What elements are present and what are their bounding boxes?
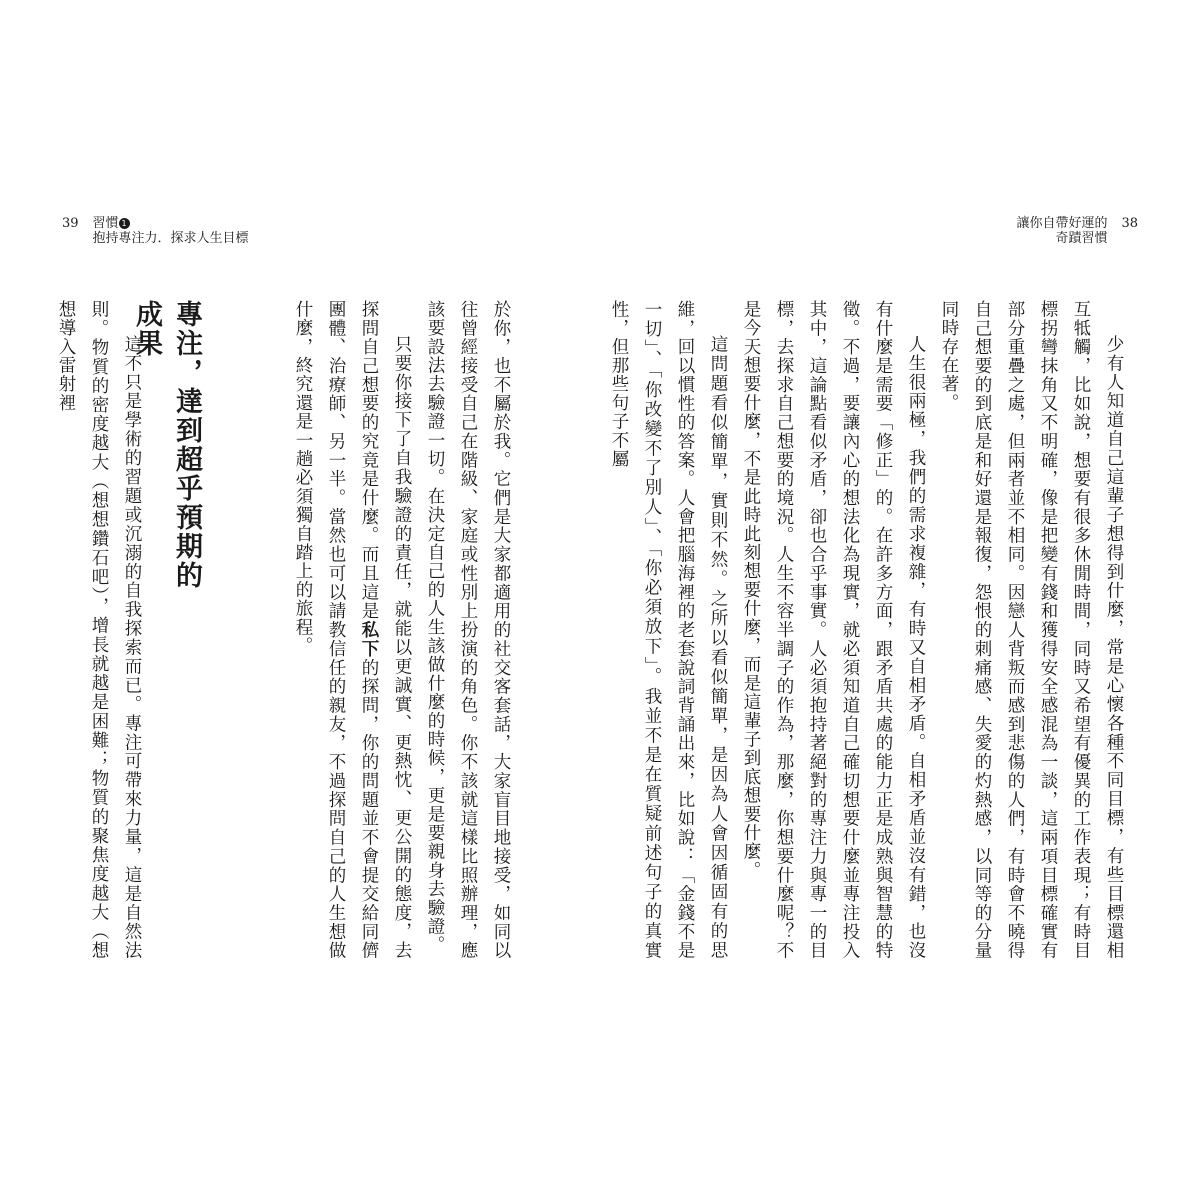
left-paragraph-1: 於你，也不屬於我。它們是大家都適用的社交客套話，大家盲目地接受，如同以往曾經接受自己在階級、家庭或性別上扮演的角色。你不該就這樣比照辦理，應該要設法去驗證一切。在決定自己的人生該做什麼的時候，更是要親身去驗證。 xyxy=(425,300,511,960)
left-paragraph-3: 這不只是學術的習題或沉溺的自我探索而已。專注可帶來力量，這是自然法則。物質的密度越大（想想鑽石吧），增長就越是困難；物質的聚焦度越大（想想導入雷射裡 xyxy=(56,300,142,960)
right-paragraph-1: 少有人知道自己這輩子想得到什麼，常是心懷各種不同目標，有些目標還相互牴觸，比如說，想要有很多休閒時間，同時又希望有優異的工作表現；有時目標拐彎抹角又不明確，像是把變有錢和獲得安全感混為一談，這兩項目標確實有部分重疊之處，但兩者並不相同。因戀人背叛而感到悲傷的人們，有時會不曉得自己想要的到底是和好還是報復，怨恨的刺痛感、失愛的灼熱感，以同等的分量同時存在著。 xyxy=(939,300,1124,960)
right-header-line2: 奇蹟習慣 xyxy=(1055,231,1108,246)
right-page-number: 38 xyxy=(1121,216,1138,231)
left-page-number: 39 xyxy=(62,216,79,231)
left-header-title xyxy=(93,216,249,246)
left-body-text xyxy=(95,300,517,960)
right-paragraph-3: 這問題看似簡單，實則不然。之所以看似簡單，是因為人會因循固有的思維，回以慣性的答案。人會把腦海裡的老套說詞背誦出來，比如說：「金錢不是一切」、「你改變不了別人」、「你必須放下」。我並不是在質疑前述句子的真實性，但那些句子不屬 xyxy=(609,300,728,960)
right-body-text xyxy=(609,300,1130,960)
right-paragraph-2: 人生很兩極，我們的需求複雜，有時又自相矛盾。自相矛盾並沒有錯，也沒有什麼是需要「修正」的。在許多方面，跟矛盾共處的能力正是成熟與智慧的特徵。不過，要讓內心的想法化為現實，就必須知道自己確切想要什麼並專注投入其中，這論點看似矛盾，卻也合乎事實。人必須抱持著絕對的專注力與專一的目標，去探求自己想要的境況。人生不容半調子的作為，那麼，你想要什麼呢？不是今天想要什麼，不是此時此刻想要什麼，而是這輩子到底想要什麼。 xyxy=(741,300,926,960)
left-header-line1: 習慣 1 xyxy=(93,216,130,231)
emphasis-text: 私下 xyxy=(359,620,379,659)
chapter-number-badge: 1 xyxy=(119,218,130,229)
right-running-header xyxy=(1016,216,1138,246)
left-header-line2: 抱持專注力．探求人生目標 xyxy=(92,231,249,246)
left-paragraph-2: 只要你接下了自我驗證的責任，就能以更誠實、更熱忱、更公開的態度，去探問自己想要的究竟是什麼。而且這是私下的探問，你的問題並不會提交給同儕團體、治療師、另一半。當然也可以請教信任的親友，不過探問自己的人生想做什麼，終究還是一趟必須獨自踏上的旅程。 xyxy=(293,300,412,961)
section-heading: 專注，達到超乎預期的成果 xyxy=(131,300,202,590)
left-body-text-after-heading xyxy=(56,300,148,960)
right-page xyxy=(600,0,1200,1200)
right-header-line1: 讓你自帶好運的 xyxy=(1016,216,1108,231)
left-running-header xyxy=(62,216,249,246)
right-header-title xyxy=(1016,216,1107,246)
